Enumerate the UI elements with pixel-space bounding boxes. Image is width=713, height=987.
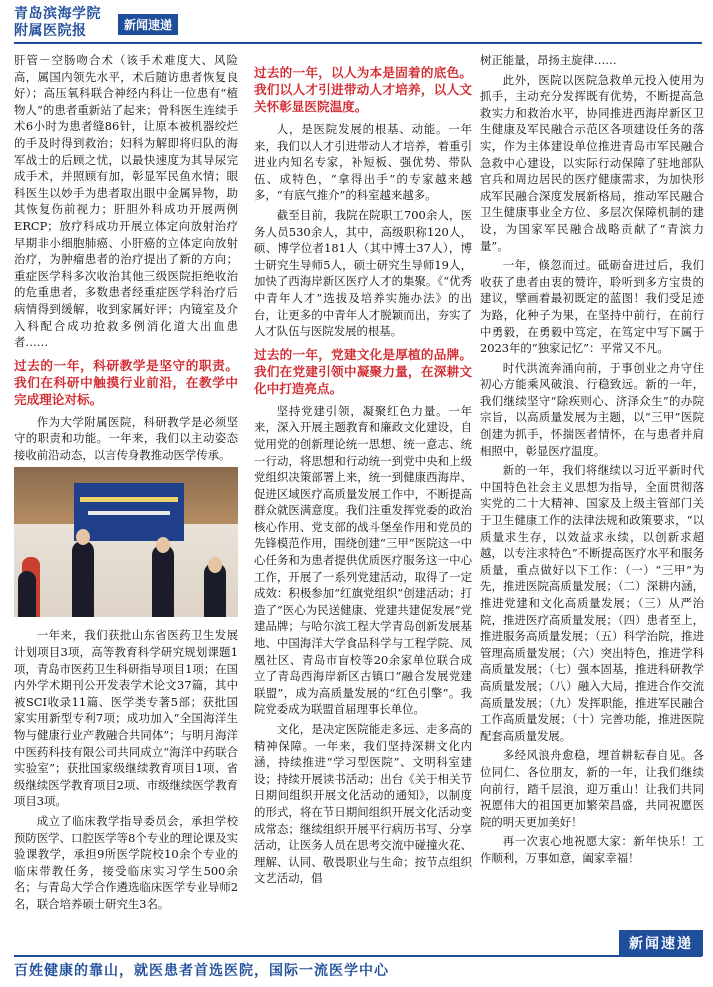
newspaper-logo xyxy=(14,6,114,40)
column-1 xyxy=(14,52,238,916)
footer-section-badge: 新闻速递 xyxy=(619,930,703,956)
col2-heading-party: 过去的一年，党建文化是厚植的品牌。我们在党建引领中凝聚力量，在深耕文化中打造亮点。 xyxy=(254,346,472,396)
col2-paragraph-1: 人，是医院发展的根基、动能。一年来，我们以人才引进带动人才培养，着重引进业内知名专家，补短板、强优势、带队伍、成特色，“拿得出手”的专家越来越多，“有底气推介”的科室越来越多。 xyxy=(254,122,472,203)
photo-person xyxy=(152,545,174,617)
col1-paragraph-1: 肝管－空肠吻合术（该手术难度大、风险高，属国内领先水平，术后随访患者恢复良好）；高压氧科联合神经内科让一位患有“植物人”的患者重新站了起来；骨科医生连续手术6小时为患者缝86针，让原本被机器绞烂的手及时得到救治；妇科为解即将归队的海军战士的后顾之忧，以最快速度为其导尿完成手术，并照顾有加，彰显军民鱼水情；眼科医生以妙手为患者取出眼中金属异物，助其恢复伤前视力；肝胆外科成功开展两例ERCP；放疗科成功开展立体定向放射治疗早期非小细胞肺癌、小肝癌的立体定向放射治疗，为肿瘤患者的治疗提出了新的方向；重症医学科多次收治其他三级医院拒绝收治的危重患者，多数患者经重症医学科治疗后病情得到缓解，收到家属好评；内镜室及介入科配合成功抢救多例消化道大出血患者…… xyxy=(14,53,238,350)
col2-paragraph-3: 坚持党建引领，凝聚红色力量。一年来，深入开展主题教育和廉政文化建设，自觉用党的创新理论统一思想、统一意志、统一行动，将思想和行动统一到党中央和上级党组织决策部署上来，统一到健康西海岸、促进区域医疗高质量发展工作中，不断提高群众就医满意度。我们注重发挥党委的政治核心作用、党支部的战斗堡垒作用和党员的先锋模范作用，围绕创建“三甲”医院这一中心任务和为患者提供优质医疗服务这一中心工作，开展了一系列党建活动，取得了一定成效：积极参加“红旗党组织”创建活动；打造了“医心为民送健康、党建共建促发展”党建品牌；与哈尔滨工程大学青岛创新发展基地、中国海洋大学食品科学与工程学院、凤凰社区、青岛市盲校等20余家单位联合成立了青岛西海岸新区古镇口“融合发展党建联盟”，成为高质量发展的“红色引擎”。我院党委成为联盟首届理事长单位。 xyxy=(254,403,472,717)
col1-heading-research: 过去的一年，科研教学是坚守的职责。我们在科研中触摸行业前沿，在教学中完成理论对标。 xyxy=(14,357,238,407)
photo-banner-subtitle xyxy=(88,511,170,515)
col2-paragraph-4: 文化，是决定医院能走多远、走多高的精神保障。一年来，我们坚持深耕文化内涵，持续推进“学习型医院”、文明科室建设；持续开展读书活动；出台《关于相关节日期间组织开展文化活动的通知》，以制度的形式，将在节日期间组织开展文化活动变成常态；继续组织开展平行病历书写、分享活动，让医务人员在思考交流中碰撞火花、理解、认同、敬畏职业与生命；按节点组织文艺活动，倡 xyxy=(254,722,472,886)
photo-banner-title xyxy=(80,497,178,502)
col3-paragraph-2: 此外，医院以医院急救单元投入使用为抓手，主动充分发挥既有优势，不断提高急救实力和救治水平，协同推进西海岸新区卫生健康及军民融合示范区各项建设任务的落实，作为主体建设单位推进青岛市军民融合急救中心建设，以实际行动保障了驻地部队官兵和周边居民的医疗健康需求，为加快形成军民融合深度发展新格局，推动军民融合卫生健康事业全方位、多层次保障机制的建设，为国家军民融合战略贡献了“青滨力量”。 xyxy=(480,72,704,253)
photo-person xyxy=(72,541,94,617)
meeting-photo xyxy=(14,467,238,617)
col1-paragraph-3: 一年来，我们获批山东省医药卫生发展计划项目3项，高等教育科学研究规划课题1项，青岛市医药卫生科研指导项目1项；在国内外学术期刊公开发表学术论文37篇，其中被SCI收录11篇、医学类专著5部；获批国家实用新型专利7项；成功加入“全国海洋生物与健康行业产教融合共同体”；与明月海洋中医药科技有限公司共同成立“海洋中药联合实验室”；获批国家级继续教育项目1项、省级继续医学教育项目2项、市级继续医学教育项目3项。 xyxy=(14,628,238,809)
col1-paragraph-4: 成立了临床教学指导委员会，承担学校预防医学、口腔医学等8个专业的理论课及实验课教学，承担9所医学院校10余个专业的临床带教任务，接受临床实习学生500余名；与青岛大学合作遴选临床医学专业导师2名，联合培养硕士研究生3名。 xyxy=(14,814,238,911)
section-tag: 新闻速递 xyxy=(118,14,178,35)
logo-line-1: 青岛滨海学院 xyxy=(14,6,101,22)
col3-paragraph-3: 一年，倏忽而过。砥砺奋进过后，我们收获了患者由衷的赞许，聆听到多方宝贵的建议，擘画着最初既定的蓝图！我们受足迹为路，化种子为果，在坚持中前行，在前行中勇毅，在勇毅中笃定，在笃定中写下属于2023年的“独家记忆”：平常又不凡。 xyxy=(480,258,704,356)
col2-heading-talent: 过去的一年，以人为本是固着的底色。我们以人才引进带动人才培养，以人文关怀彰显医院温度。 xyxy=(254,65,472,114)
footer-slogan: 百姓健康的靠山，就医患者首选医院，国际一流医学中心 xyxy=(14,963,389,979)
col3-paragraph-1: 树正能量，昂扬主旋律…… xyxy=(480,53,617,67)
col3-paragraph-5: 新的一年，我们将继续以习近平新时代中国特色社会主义思想为指导，全面贯彻落实党的二十大精神、国家及上级主管部门关于卫生健康工作的法律法规和政策要求，“以质量求生存，以效益求永续，以创新求超越，以专注求特色”不断提高医疗水平和服务质量，重点做好以下工作：（一）“三甲”为先，推进医院高质量发展；（二）深耕内涵，推进党建和文化高质量发展；（三）从严治院，推进医疗高质量发展；（四）患者至上，推进服务高质量发展；（五）科学治院，推进管理高质量发展；（六）突出特色，推进学科高质量发展；（七）强本固基，推进科研教学高质量发展；（八）融入大局，推进合作交流高质量发展；（九）发挥职能，推进军民融合工作高质量发展；（十）完善功能，推进医院配套高质量发展。 xyxy=(480,463,704,743)
logo-line-2: 附属医院报 xyxy=(14,23,87,39)
col3-paragraph-4: 时代洪流奔涌向前，于事创业之舟守住初心方能乘风破浪、行稳致远。新的一年，我们继续坚守“除疾则心、济泽众生”的办院宗旨，以高质量发展为主题，以“三甲”医院创建为抓手，怀揣医者情怀，在与患者并肩相照中，彰显医疗温度。 xyxy=(480,360,704,458)
col3-paragraph-6: 多经风浪舟愈稳，埋首耕耘春自见。各位同仁、各位朋友，新的一年，让我们继续向前行，踏千层浪，迎万重山！让我们共同祝愿伟大的祖国更加繁荣昌盛，共同祝愿医院的明天更加美好！ xyxy=(480,748,704,829)
column-2 xyxy=(254,52,472,890)
col2-paragraph-2: 截至目前，我院在院职工700余人，医务人员530余人，其中，高级职称120人，硕、博学位者181人（其中博士37人），博士研究生导师5人，硕士研究生导师19人，加快了西海岸新区医疗人才的集聚。《“优秀中青年人才”选拔及培养实施办法》的出台，让更多的中青年人才脱颖而出，夯实了人才队伍与医院发展的根基。 xyxy=(254,207,472,339)
page-header xyxy=(0,0,713,50)
col3-paragraph-7: 再一次衷心地祝愿大家：新年快乐！工作顺利，万事如意，阖家幸福！ xyxy=(480,834,704,865)
header-divider xyxy=(14,42,702,44)
photo-person xyxy=(18,571,36,617)
column-3 xyxy=(480,52,704,870)
col1-paragraph-2: 作为大学附属医院，科研教学是必须坚守的职责和功能。一年来，我们以主动姿态接收前沿动态，以言传身教推动医学传承。 xyxy=(14,414,238,462)
footer-divider xyxy=(14,955,702,957)
